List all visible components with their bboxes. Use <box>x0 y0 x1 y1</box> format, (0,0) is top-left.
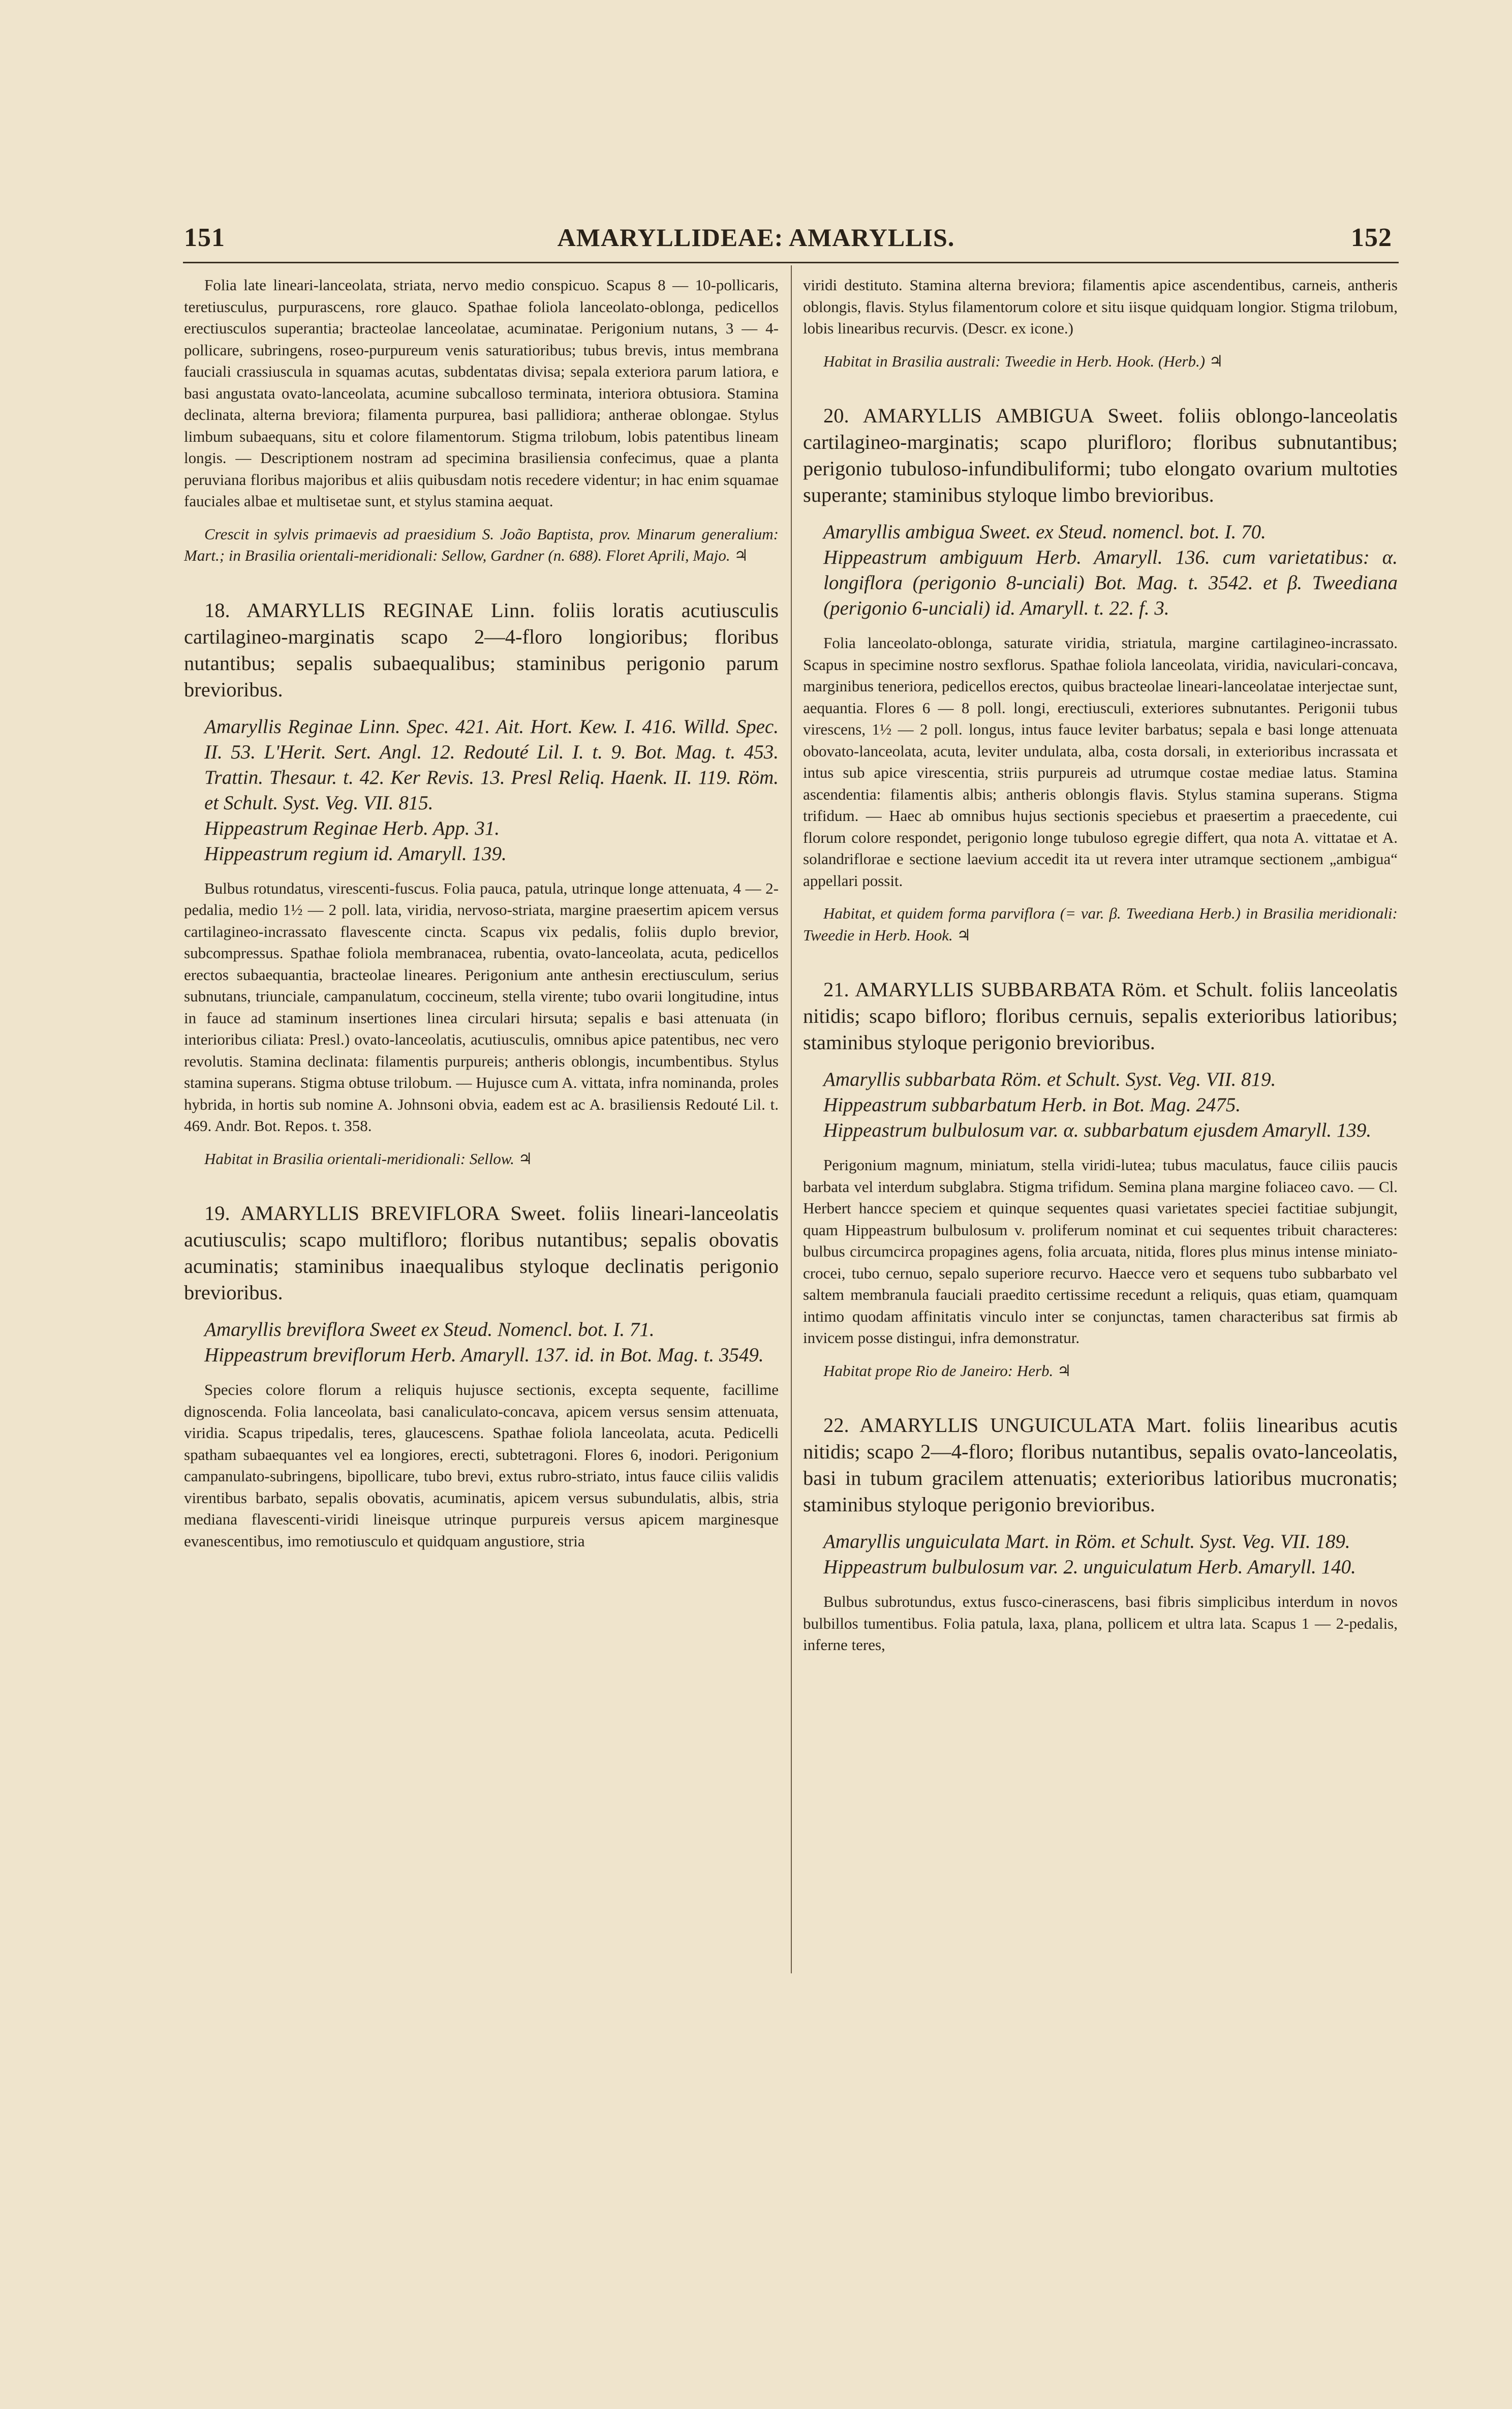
species-22-synonym: Hippeastrum bulbulosum var. 2. unguiculatum Herb. Amaryll. 140. <box>823 1556 1356 1578</box>
species-18-synonym: Hippeastrum Reginae Herb. App. 31. <box>204 817 500 839</box>
species-19-description: Species colore florum a reliquis hujusce sectionis, excepta sequente, facillime dignoscenda. Folia lanceolata, basi canaliculato-concava, apicem versus sensim attenuata, viridia. Scapus tripedalis, teres, glaucescens. Spathae foliola lanceolata, acuta. Pedicelli spatham subaequantes vel ea longiores, erecti, subtetragoni. Flores 6, inodori. Perigonium campanulato-subringens, bipollicare, tubo brevi, extus rubro-striato, intus fauce ciliis validis virentibus barbato, sepalis obovatis, acuminatis, apicem versus subundulatis, albis, stria mediana flavescenti-viridi lineisque utrinque purpureis versus apicem marginesque evanescentibus, imo remotiusculo et quidquam angustiore, stria <box>184 1381 779 1550</box>
species-19-reference: Amaryllis breviflora Sweet ex Steud. Nomencl. bot. I. 71. <box>204 1319 655 1340</box>
species-20-heading: 20. AMARYLLIS AMBIGUA Sweet. foliis oblongo-lanceolatis cartilagineo-marginatis; scapo plurifloro; floribus subnutantibus; perigonio tubuloso-infundibuliformi; tubo elongato ovarium multoties superante; staminibus styloque limbo brevioribus. <box>803 404 1398 506</box>
species-22-description: Bulbus subrotundus, extus fusco-cinerascens, basi fibris simplicibus interdum in novos bulbillos tumentibus. Folia patula, laxa, plana, pollicem et ultra lata. Scapus 1 — 2-pedalis, inferne teres, <box>803 1593 1398 1654</box>
species-21-description: Perigonium magnum, miniatum, stella viridi-lutea; tubus maculatus, fauce ciliis paucis barbata vel interdum subglabra. Stigma trifidum. Semina plana margine foliaceo cavo. — Cl. Herbert hancce speciem et quinque sequentes quasi varietates speciei factitiae subjungit, quam Hippeastrum bulbulosum v. proliferum nominat et cui sequentes tribuit characteres: bulbus circumcirca propagines agens, folia arcuata, nitida, flores plus minus intense miniato-crocei, tubo cernuo, sepalo superiore recurvo. Haecce vero et sequens tubo subbarbato vel saltem membranula fauciali praedito certissime recedunt a reliquis, quas etiam, quamquam intimo quodam affinitatis vinculo inter se conjunctas, tamen characteribus sat firmis ab invicem posse distingui, infra demonstratur. <box>803 1156 1398 1347</box>
species-19-synonym: Hippeastrum breviflorum Herb. Amaryll. 137. id. in Bot. Mag. t. 3549. <box>204 1344 764 1366</box>
header-rule <box>183 262 1399 263</box>
species-21-reference: Amaryllis subbarbata Röm. et Schult. Syst. Veg. VII. 819. <box>823 1069 1276 1090</box>
left-column <box>184 275 779 1552</box>
species-20-habitat: Habitat, et quidem forma parviflora (= var. β. Tweediana Herb.) in Brasilia meridionali: Tweedie in Herb. Hook. ♃ <box>803 904 1398 944</box>
species-21-synonym: Hippeastrum bulbulosum var. α. subbarbatum ejusdem Amaryll. 139. <box>823 1119 1372 1141</box>
species-18-description: Bulbus rotundatus, virescenti-fuscus. Folia pauca, patula, utrinque longe attenuata, 4 — 2-pedalia, medio 1½ — 2 poll. lata, viridia, nervoso-striata, margine praesertim apicem versus cartilagineo-incrassato flavescente cincta. Scapus vix pedalis, foliis duplo brevior, subcompressus. Spathae foliola membranacea, rubentia, ovato-lanceolata, acuta, pedicellos erectos subaequantia, bracteolae lineares. Perigonium ante anthesin erectiusculum, serius subnutans, triunciale, campanulatum, coccineum, stella virente; tubo ovarii longitudine, intus in fauce ad staminum insertiones linea circulari hirsuta; sepalis e basi attenuata (in interioribus ciliata: Presl.) ovato-lanceolatis, acutiusculis, omnibus apice patentibus, nec vero revolutis. Stamina declinata: filamentis purpureis; antheris oblongis, incumbentibus. Stylus stamina superans. Stigma obtuse trilobum. — Hujusce cum A. vittata, infra nominanda, proles hybrida, in hortis sub nomine A. Johnsoni obvia, eadem est ac A. brasiliensis Redouté Lil. t. 469. Andr. Bot. Repos. t. 358. <box>184 879 779 1135</box>
species-18-habitat: Habitat in Brasilia orientali-meridionali: Sellow. ♃ <box>204 1149 533 1168</box>
page-number-left: 151 <box>184 223 225 252</box>
description-paragraph: Folia late lineari-lanceolata, striata, nervo medio conspicuo. Scapus 8 — 10-pollicaris, teretiusculus, purpurascens, rore glauco. Spathae foliola lanceolato-oblonga, pedicellos erectiusculos superantia; bracteolae lanceolatae, acuminatae. Perigonium nutans, 3 — 4-pollicare, subringens, roseo-purpureum venis saturatioribus; tubus brevis, intus membrana fauciali crassiuscula in squamas acutas, subdentatas divisa; sepala exteriora parum latiora, e basi angustata ovato-lanceolata, acumine subcalloso terminata, interiora obtusiora. Stamina declinata, alterna breviora; filamenta purpurea, basi pallidiora; antherae oblongae. Stylus limbum subaequans, situ et colore filamentorum. Stigma trilobum, lobis patentibus lineam longis. — Descriptionem nostram ad specimina brasiliensia confecimus, quae a planta peruviana floribus majoribus et aliis quibusdam notis recedere videntur; in hac enim squamae fauciales albae et multisetae sunt, et stylus stamina aequat. <box>184 276 779 510</box>
page-number-right: 152 <box>1351 223 1392 252</box>
species-21-habitat: Habitat prope Rio de Janeiro: Herb. ♃ <box>823 1361 1071 1380</box>
right-column <box>803 275 1398 1656</box>
species-18-reference: Amaryllis Reginae Linn. Spec. 421. Ait. Hort. Kew. I. 416. Willd. Spec. II. 53. L'Herit. Sert. Angl. 12. Redouté Lil. I. t. 9. Bot. Mag. t. 453. Trattin. Thesaur. t. 42. Ker Revis. 13. Presl Reliq. Haenk. II. 119. Röm. et Schult. Syst. Veg. VII. 815. <box>204 715 779 814</box>
running-title: AMARYLLIDEAE: AMARYLLIS. <box>557 223 955 252</box>
habitat-line: Crescit in sylvis primaevis ad praesidium S. João Baptista, prov. Minarum generalium: Mart.; in Brasilia orientali-meridionali: Sellow, Gardner (n. 688). Floret Aprili, Majo. ♃ <box>184 525 779 564</box>
species-18-heading: 18. AMARYLLIS REGINAE Linn. foliis loratis acutiusculis cartilagineo-marginatis scapo 2—4-floro longioribus; floribus nutantibus; sepalis subaequalibus; staminibus perigonio parum brevioribus. <box>184 598 779 701</box>
species-18-synonym: Hippeastrum regium id. Amaryll. 139. <box>204 842 507 865</box>
species-22-reference: Amaryllis unguiculata Mart. in Röm. et Schult. Syst. Veg. VII. 189. <box>823 1531 1350 1552</box>
species-19-heading: 19. AMARYLLIS BREVIFLORA Sweet. foliis lineari-lanceolatis acutiusculis; scapo multifloro; floribus nutantibus; sepalis obovatis acuminatis; staminibus inaequalibus styloque declinatis perigonio brevioribus. <box>184 1202 779 1304</box>
species-20-reference: Amaryllis ambigua Sweet. ex Steud. nomencl. bot. I. 70. <box>823 521 1266 543</box>
column-divider <box>791 265 792 1973</box>
continuation-paragraph: viridi destituto. Stamina alterna breviora; filamentis apice ascendentibus, carneis, antheris oblongis, flavis. Stylus filamentorum colore et situ iisque quidquam longior. Stigma trilobum, lobis linearibus recurvis. (Descr. ex icone.) <box>803 276 1398 337</box>
species-20-synonym: Hippeastrum ambiguum Herb. Amaryll. 136. cum varietatibus: α. longiflora (perigonio 8-unciali) Bot. Mag. t. 3542. et β. Tweediana (perigonio 6-unciali) id. Amaryll. t. 22. f. 3. <box>823 546 1398 619</box>
species-21-heading: 21. AMARYLLIS SUBBARBATA Röm. et Schult. foliis lanceolatis nitidis; scapo bifloro; floribus cernuis, sepalis exterioribus latioribus; staminibus styloque perigonio brevioribus. <box>803 978 1398 1054</box>
species-21-synonym: Hippeastrum subbarbatum Herb. in Bot. Mag. 2475. <box>823 1094 1241 1116</box>
species-20-description: Folia lanceolato-oblonga, saturate viridia, striatula, margine cartilagineo-incrassato. Scapus in specimine nostro sexflorus. Spathae foliola lanceolata, viridia, naviculari-concava, marginibus teneriora, pedicellos erectos, quibus bracteolae lineari-lanceolatae interjectae sunt, aequantia. Flores 6 — 8 poll. longi, erectiusculi, exteriores subnutantes. Perigonii tubus virescens, 1½ — 2 poll. longus, intus fauce leviter barbatus; sepala e basi longe attenuata obovato-lanceolata, acuta, leviter undulata, alba, costa dorsali, in exterioribus incrassata et intus sub apice virescentia, striis purpureis ad utrumque costae mediae latus. Stamina ascendentia: filamentis albis; antheris oblongis flavis. Stylus stamina superans. Stigma trifidum. — Haec ab omnibus hujus sectionis speciebus et praesertim a praecedente, cui florum colore respondet, perigonio longe tubuloso egregie differt, qua nota A. vittatae et A. solandriflorae e sectione laevium accedit ita ut revera inter utramque sectionem „ambigua“ appellari possit. <box>803 634 1398 890</box>
species-22-heading: 22. AMARYLLIS UNGUICULATA Mart. foliis linearibus acutis nitidis; scapo 2—4-floro; floribus nutantibus, sepalis ovato-lanceolatis, basi in tubum gracilem attenuatis; exterioribus latioribus mucronatis; staminibus styloque perigonio brevioribus. <box>803 1414 1398 1516</box>
species-19-habitat: Habitat in Brasilia australi: Tweedie in Herb. Hook. (Herb.) ♃ <box>823 352 1223 370</box>
